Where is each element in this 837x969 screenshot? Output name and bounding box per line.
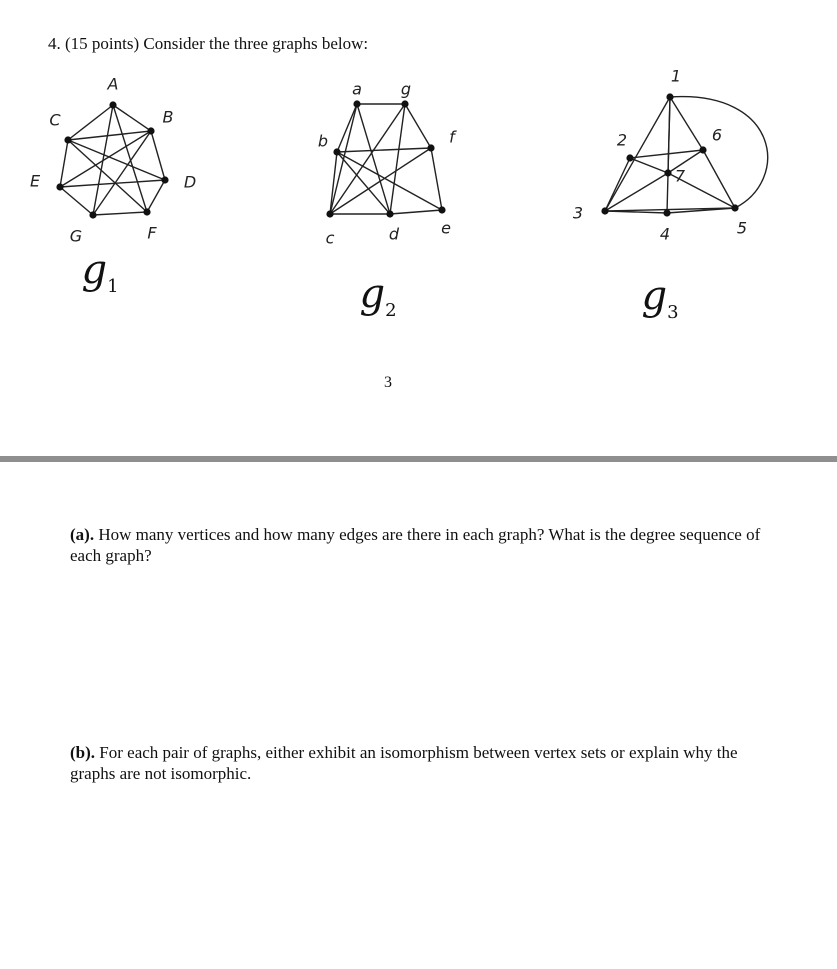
vertex-label-G2-f: f [449, 127, 455, 147]
vertex-G1-C [64, 136, 71, 143]
edge-G2-g-c [330, 104, 405, 214]
question-b-text: For each pair of graphs, either exhibit an isomorphism between vertex sets or explain why the graphs are not isomorphic. [70, 743, 738, 783]
vertex-G1-B [147, 127, 154, 134]
vertex-label-G1-C: C [49, 110, 61, 130]
vertex-label-G2-e: e [441, 218, 451, 238]
graphs-figure [0, 0, 837, 420]
edge-G3-1-6 [670, 97, 703, 150]
vertex-label-G3-2: 2 [616, 130, 628, 150]
edge-G1-C-E [60, 140, 68, 187]
graph-name-G3: $g_3$ [641, 273, 679, 323]
vertex-label-G3-1: 1 [670, 66, 682, 86]
vertex-G3-3 [601, 207, 608, 214]
graph-name-G2: $g_2$ [359, 271, 397, 321]
edge-G2-g-d [390, 104, 405, 214]
page-number: 3 [384, 374, 392, 391]
edge-G2-d-e [390, 210, 442, 214]
vertex-label-G3-6: 6 [711, 125, 723, 145]
vertex-G1-D [161, 176, 168, 183]
vertex-label-G2-b: b [317, 131, 329, 151]
vertex-label-G2-a: a [352, 79, 362, 99]
question-b-label: (b). [70, 743, 96, 762]
question-a-text: How many vertices and how many edges are there in each graph? What is the degree sequence of each graph? [70, 525, 761, 565]
vertex-G2-c [326, 210, 333, 217]
vertex-label-G1-B: B [162, 107, 174, 127]
vertex-G3-6 [699, 146, 706, 153]
edge-G1-A-C [68, 105, 113, 140]
edge-G1-F-G [93, 212, 147, 215]
edge-G2-g-f [405, 104, 431, 148]
vertex-label-G3-5: 5 [736, 218, 748, 238]
vertex-G2-e [438, 206, 445, 213]
edge-G1-C-D [68, 140, 165, 180]
question-a [70, 524, 770, 566]
vertex-G1-A [109, 101, 116, 108]
edge-G1-B-G [93, 131, 151, 215]
edge-G1-A-B [113, 105, 151, 131]
vertex-G3-2 [626, 154, 633, 161]
vertex-G1-F [143, 208, 150, 215]
question-a-label: (a). [70, 525, 95, 544]
edge-G1-E-G [60, 187, 93, 215]
vertex-G2-d [386, 210, 393, 217]
vertex-G3-4 [663, 209, 670, 216]
vertex-label-G2-g: g [400, 79, 412, 99]
vertex-label-G3-4: 4 [659, 224, 671, 244]
page-divider [0, 456, 837, 462]
vertex-G3-7 [664, 169, 671, 176]
graph-name-G1: $g_1$ [81, 247, 119, 297]
vertex-G2-a [353, 100, 360, 107]
edge-G2-a-d [357, 104, 390, 214]
edge-G2-b-f [337, 148, 431, 152]
edge-G1-B-D [151, 131, 165, 180]
vertex-label-G2-d: d [388, 224, 400, 244]
edge-G2-f-e [431, 148, 442, 210]
vertex-label-G1-E: E [29, 171, 41, 191]
vertex-label-G1-D: D [183, 172, 197, 192]
problem-title: 4. (15 points) Consider the three graphs below: [48, 34, 369, 53]
edge-G1-D-F [147, 180, 165, 212]
edge-G3-2-7 [630, 158, 668, 173]
vertex-label-G3-3: 3 [572, 203, 584, 223]
vertex-G1-G [89, 211, 96, 218]
edge-G2-c-f [330, 148, 431, 214]
vertex-G3-5 [731, 204, 738, 211]
graphs-drawing [0, 0, 837, 420]
vertex-G2-f [427, 144, 434, 151]
question-b [70, 742, 770, 784]
vertex-label-G1-F: F [147, 223, 157, 243]
vertex-G2-b [333, 148, 340, 155]
vertex-label-G2-c: c [325, 228, 335, 248]
vertex-G1-E [56, 183, 63, 190]
vertex-G2-g [401, 100, 408, 107]
vertex-label-G1-G: G [69, 226, 83, 246]
vertex-G3-1 [666, 93, 673, 100]
vertex-label-G1-A: A [107, 74, 119, 94]
edge-G3-1-7 [668, 97, 670, 173]
vertex-label-G3-7: 7 [674, 166, 686, 186]
